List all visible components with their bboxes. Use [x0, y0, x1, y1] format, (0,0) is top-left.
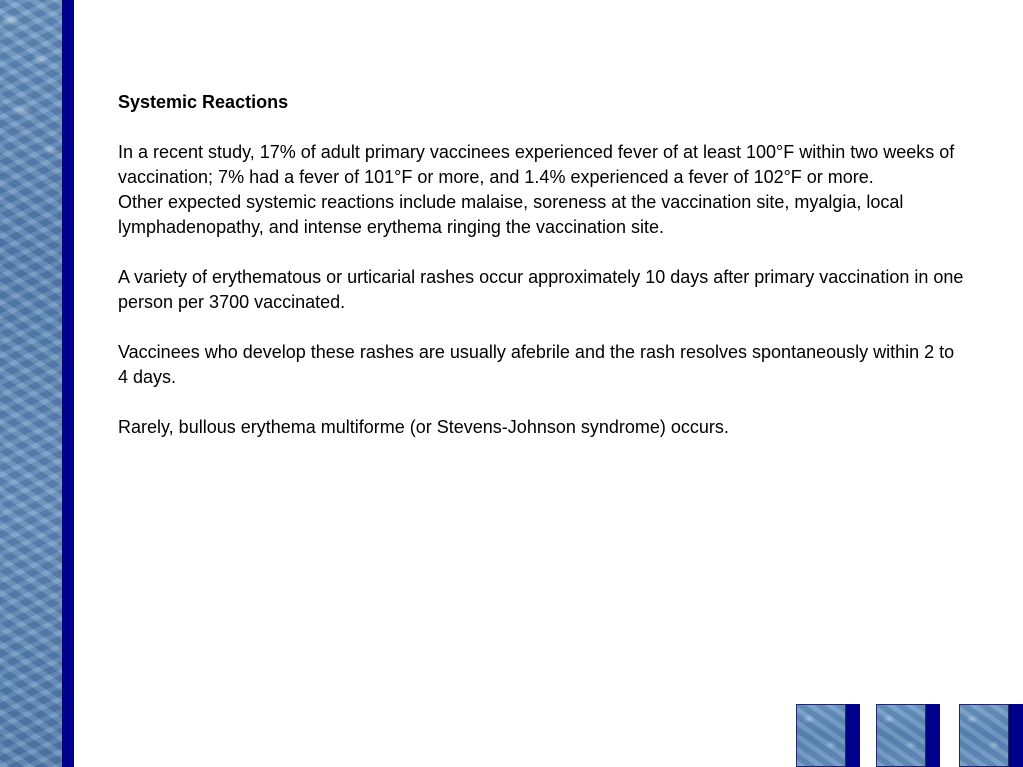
- button-texture: [796, 704, 846, 767]
- paragraph-rash-resolution: Vaccinees who develop these rashes are usually afebrile and the rash resolves spontaneously within 2 to 4 days.: [118, 342, 955, 387]
- nav-button-2[interactable]: [876, 704, 940, 767]
- slide-heading: Systemic Reactions: [118, 92, 289, 112]
- nav-button-3[interactable]: [959, 704, 1023, 767]
- button-texture: [876, 704, 926, 767]
- button-bar: [846, 704, 860, 767]
- decorative-water-texture-strip: [0, 0, 62, 767]
- button-texture: [959, 704, 1009, 767]
- button-bar: [1009, 704, 1023, 767]
- paragraph-other-reactions: Other expected systemic reactions include malaise, soreness at the vaccination site, myalgia, local lymphadenopathy, and intense erythema ringing the vaccination site.: [118, 192, 904, 237]
- decorative-navy-bar: [62, 0, 74, 767]
- slide-content: [118, 90, 968, 440]
- paragraph-rashes: A variety of erythematous or urticarial rashes occur approximately 10 days after primary vaccination in one person per 3700 vaccinated.: [118, 267, 964, 312]
- paragraph-stevens-johnson: Rarely, bullous erythema multiforme (or Stevens-Johnson syndrome) occurs.: [118, 417, 729, 437]
- button-bar: [926, 704, 940, 767]
- paragraph-fever-study: In a recent study, 17% of adult primary vaccinees experienced fever of at least 100°F within two weeks of vaccination; 7% had a fever of 101°F or more, and 1.4% experienced a fever of 102°F or more.: [118, 142, 955, 187]
- nav-button-1[interactable]: [796, 704, 860, 767]
